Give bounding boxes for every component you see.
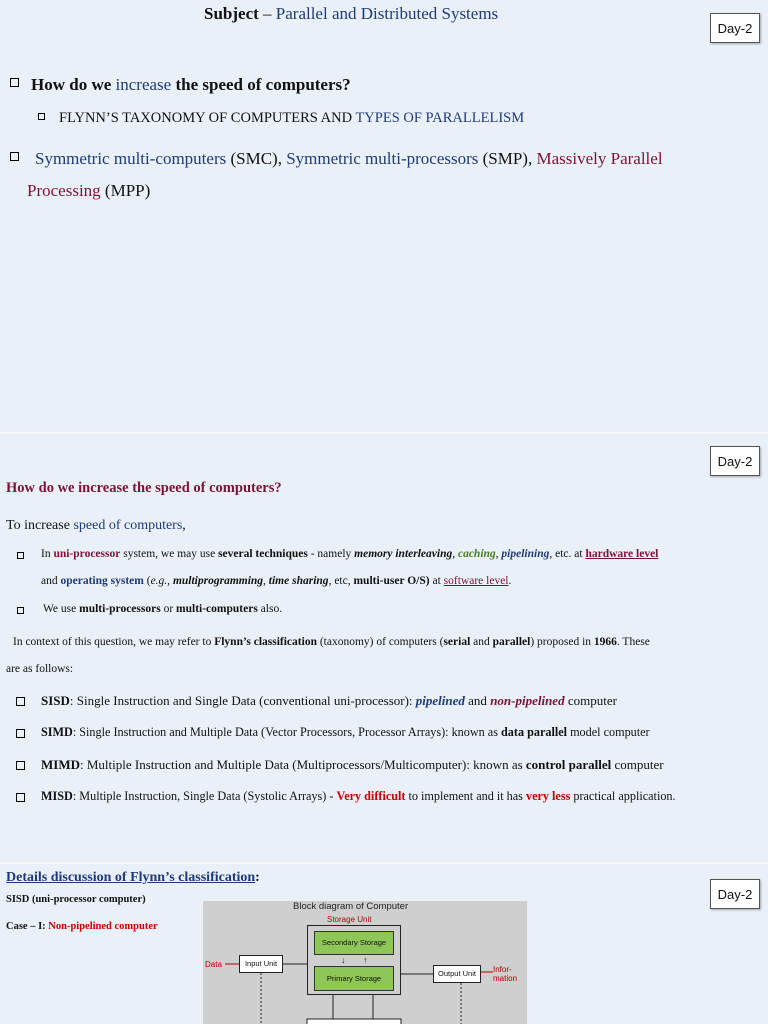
flynn-classification-term: Flynn’s classification	[214, 636, 317, 648]
sisd-label: SISD (uni-processor computer)	[6, 894, 146, 905]
multicomputers-term: multi-computers	[176, 603, 258, 615]
hardware-level-term: hardware level	[585, 548, 659, 560]
memory-interleaving-term: memory interleaving	[354, 548, 453, 560]
text-segment: ,	[452, 548, 458, 560]
mpp-line	[27, 181, 150, 201]
text-segment: or	[160, 603, 177, 615]
parallel-term: parallel	[492, 636, 531, 648]
smc-term: Symmetric multi-computers	[35, 149, 227, 168]
text-segment: and	[41, 575, 61, 587]
text-segment: : Single Instruction and Multiple Data (Vector Processors, Processor Arrays): known as	[72, 725, 502, 739]
slide-2	[0, 434, 768, 862]
multiprocessor-line	[43, 603, 282, 615]
nonpipelined-term: non-pipelined	[490, 693, 565, 708]
flynn-text: FLYNN’S TAXONOMY OF COMPUTERS AND	[59, 110, 356, 126]
output-unit-label: Output Unit	[438, 969, 476, 978]
block-diagram	[203, 901, 527, 1024]
day-badge	[710, 879, 760, 909]
intro-text: ,	[182, 518, 186, 533]
sisd-term: SISD	[41, 693, 70, 708]
day-badge	[710, 13, 760, 43]
text-segment: , etc. at	[549, 548, 586, 560]
text-segment: In context of this question, we may refer to	[13, 636, 215, 648]
sisd-line	[41, 693, 617, 709]
intro-text: To increase	[6, 518, 74, 533]
text-segment: . These	[616, 636, 650, 648]
up-arrow-icon: ↑	[363, 955, 368, 965]
misd-line	[41, 789, 676, 804]
technique-line-1	[41, 548, 658, 560]
types-parallelism: TYPES OF PARALLELISM	[355, 110, 525, 126]
caching-term: caching	[457, 548, 496, 560]
data-label: Data	[205, 960, 222, 969]
checkbox-bullet-icon	[16, 697, 25, 706]
text-segment: also.	[257, 603, 283, 615]
text-segment: ,	[263, 575, 269, 587]
mpp-term: Massively Parallel	[536, 149, 663, 168]
text-segment: : Multiple Instruction, Single Data (Systolic Arrays) -	[72, 789, 337, 803]
data-parallel-term: data parallel	[501, 725, 568, 739]
input-unit-label: Input Unit	[244, 959, 278, 968]
text-segment: and	[470, 636, 493, 648]
checkbox-bullet-icon	[17, 607, 24, 614]
text-segment: at	[429, 575, 444, 587]
context-line-1	[13, 636, 650, 648]
text-segment: (	[143, 575, 151, 587]
text-segment: system, we may use	[120, 548, 219, 560]
case-prefix: Case – I:	[6, 921, 49, 932]
multiprogramming-term: multiprogramming	[172, 575, 264, 587]
intro-line	[6, 518, 186, 534]
mimd-term: MIMD	[41, 757, 80, 772]
text-segment: : Multiple Instruction and Multiple Data (Multiprocessors/Multicomputer): known as	[80, 757, 526, 772]
checkbox-bullet-icon	[38, 113, 45, 120]
text-segment: .	[508, 575, 512, 587]
text-segment: - namely	[307, 548, 355, 560]
year-term: 1966	[593, 636, 617, 648]
control-parallel-term: control parallel	[525, 757, 612, 772]
diagram-arrows	[203, 901, 527, 1024]
information-label: Infor- mation	[493, 965, 518, 983]
slide2-heading: How do we increase the speed of computers?	[6, 480, 282, 496]
question-increase: increase	[115, 75, 172, 94]
case-type: Non-pipelined computer	[48, 921, 158, 932]
text-segment: , etc,	[328, 575, 354, 587]
mpp-term-cont: Processing	[27, 181, 101, 200]
checkbox-bullet-icon	[16, 761, 25, 770]
checkbox-bullet-icon	[16, 729, 25, 738]
very-difficult-term: Very difficult	[336, 789, 406, 803]
details-heading: Details discussion of Flynn’s classification	[6, 870, 256, 885]
down-arrow-icon: ↓	[341, 955, 346, 965]
smp-abbr: (SMP),	[478, 149, 537, 168]
text-segment: computer	[611, 757, 664, 772]
diagram-title: Block diagram of Computer	[293, 901, 409, 912]
day-label: Day-2	[717, 453, 753, 469]
software-level-term: software level	[443, 575, 509, 587]
day-badge	[710, 446, 760, 476]
multiuser-term: multi-user O/S)	[353, 575, 430, 587]
text-segment: computer	[564, 693, 617, 708]
slide1-title	[204, 4, 498, 24]
secondary-storage-label: Secondary Storage	[321, 938, 387, 947]
multiprocessors-term: multi-processors	[79, 603, 161, 615]
checkbox-bullet-icon	[10, 152, 19, 161]
checkbox-bullet-icon	[16, 793, 25, 802]
heading-colon: :	[255, 870, 260, 885]
smp-term: Symmetric multi-processors	[286, 149, 479, 168]
question-part: the speed of computers?	[171, 75, 351, 94]
text-segment: ) proposed in	[530, 636, 594, 648]
title-dash: –	[258, 4, 276, 23]
text-segment: We use	[43, 603, 80, 615]
text-segment: model computer	[567, 725, 650, 739]
simd-term: SIMD	[41, 725, 73, 739]
pipelined-term: pipelined	[415, 693, 465, 708]
question-part: How do we	[31, 75, 116, 94]
pipelining-term: pipelining	[501, 548, 550, 560]
checkbox-bullet-icon	[17, 552, 24, 559]
misd-term: MISD	[41, 789, 73, 803]
slide-1	[0, 0, 768, 432]
storage-unit-label: Storage Unit	[327, 915, 372, 924]
simd-line	[41, 725, 650, 740]
text-segment: In	[41, 548, 54, 560]
text-segment: (taxonomy) of computers (	[316, 636, 444, 648]
text-segment: practical application.	[570, 789, 676, 803]
operating-system-term: operating system	[60, 575, 144, 587]
text-segment: ,	[495, 548, 502, 560]
primary-storage-label: Primary Storage	[326, 973, 382, 983]
day-label: Day-2	[717, 20, 753, 36]
time-sharing-term: time sharing	[268, 575, 329, 587]
day-label: Day-2	[717, 886, 753, 902]
slide3-heading	[6, 870, 260, 886]
very-less-term: very less	[525, 789, 571, 803]
text-segment: to implement and it has	[405, 789, 526, 803]
eg-text: e.g.,	[150, 575, 171, 587]
checkbox-bullet-icon	[10, 78, 19, 87]
mpp-abbr: (MPP)	[100, 181, 151, 200]
smc-line	[35, 149, 663, 169]
text-segment: : Single Instruction and Single Data (conventional uni-processor):	[69, 693, 416, 708]
uniprocessor-term: uni-processor	[53, 548, 121, 560]
case-label	[6, 921, 158, 932]
techniques-term: several techniques	[218, 548, 308, 560]
smc-abbr: (SMC),	[226, 149, 287, 168]
title-subject: Parallel and Distributed Systems	[275, 4, 499, 23]
question-line	[31, 75, 351, 95]
title-prefix: Subject	[204, 4, 259, 23]
technique-line-2	[41, 575, 511, 587]
mimd-line	[41, 757, 664, 773]
serial-term: serial	[443, 636, 471, 648]
text-segment: and	[464, 693, 491, 708]
intro-speed: speed of computers	[73, 518, 183, 533]
flynn-subline	[59, 110, 524, 127]
context-line-2: are as follows:	[6, 663, 74, 675]
